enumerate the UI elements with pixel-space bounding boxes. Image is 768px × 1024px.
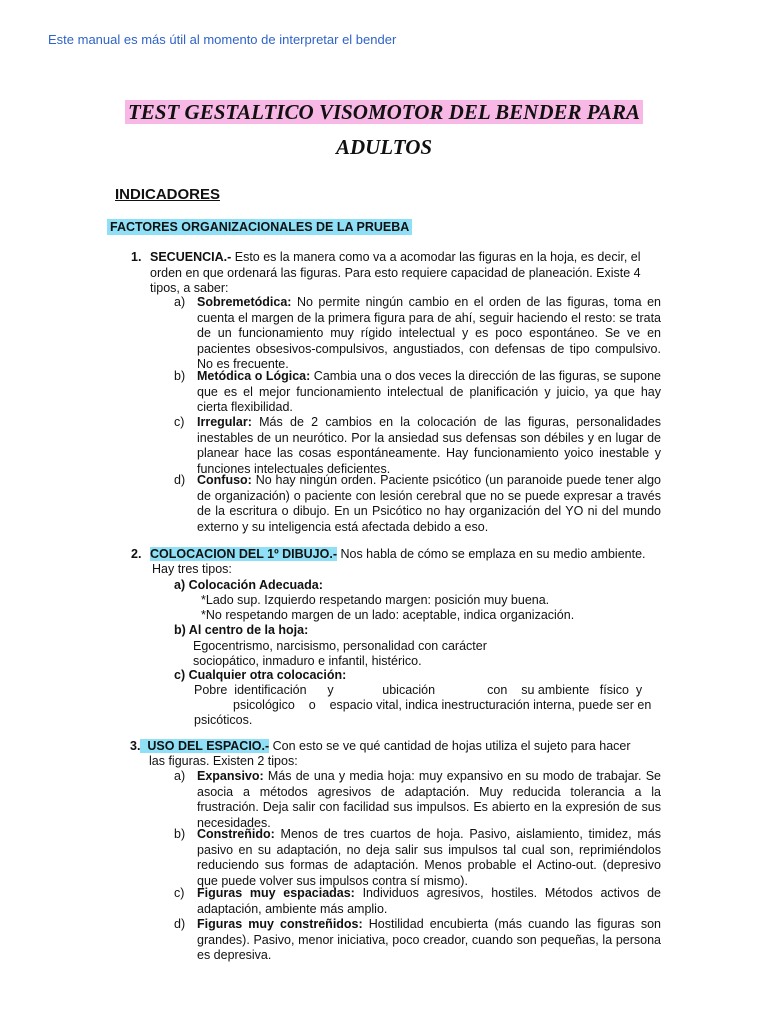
s3-intro-2: las figuras. Existen 2 tipos: [149,754,298,768]
s1-item-b-letter: b) [174,369,186,383]
s1-item-c-letter: c) [174,415,185,429]
s3-item-a-letter: a) [174,769,186,783]
s3-item-d: Figuras muy constreñidos: Hostilidad encubierta (más cuando las figuras son grandes). Pasivo, menor iniciativa, poco creador, cuando son pequeñas, la persona es depresiva. [197,917,662,962]
s2-b-heading: b) Al centro de la hoja: [174,623,309,637]
s3-intro: 3. USO DEL ESPACIO.- Con esto se ve qué cantidad de hojas utiliza el sujeto para hacer [130,739,631,753]
s3-item-d-letter: d) [174,917,186,931]
s2-a-heading: a) Colocación Adecuada: [174,578,323,592]
s2-c-line-1: Pobre identificación y ubicación con su ambiente físico y [194,683,643,697]
title-line-2: ADULTOS [335,135,433,159]
s2-intro-2: Hay tres tipos: [152,562,232,576]
s1-item-d-letter: d) [174,473,186,487]
s2-number: 2. [131,547,142,561]
s1-item-b: Metódica o Lógica: Cambia una o dos veces la dirección de las figuras, se supone que es el mejor funcionamiento intelectual de planificación y juicio, ya que hay cierta flexibilidad. [197,369,662,414]
s2-a-line-1: *Lado sup. Izquierdo respetando margen: posición muy buena. [201,593,550,607]
s2-c-line-2: psicológico o espacio vital, indica inestructuración interna, puede ser en [233,698,652,712]
section-heading-indicadores: INDICADORES [115,186,221,203]
s2-c-heading: c) Cualquier otra colocación: [174,668,347,682]
header-note: Este manual es más útil al momento de interpretar el bender [48,32,397,47]
s3-item-c: Figuras muy espaciadas: Individuos agresivos, hostiles. Métodos activos de adaptación, ambiente más amplio. [197,886,662,916]
s3-item-b: Constreñido: Menos de tres cuartos de hoja. Pasivo, aislamiento, timidez, más pasivo en su adaptación, no deja salir sus impulsos tal cual son, reprimiéndolos reduciendo sus formas de adaptación. Menos probable el Actino-out. (depresivo que puede volver sus impulsos contra sí mismo). [197,827,661,888]
s2-b-line-1: Egocentrismo, narcisismo, personalidad con carácter [193,639,487,653]
s1-item-d: Confuso: No hay ningún orden. Paciente psicótico (un paranoide puede tener algo de organización) o paciente con lesión cerebral que no se puede expresar a través de la escritura o dibujo. En un Psicótico no hay organización del YO ni del mundo externo y su inteligencia está afectada debido a eso. [197,473,661,534]
s2-intro: COLOCACION DEL 1º DIBUJO.- Nos habla de cómo se emplaza en su medio ambiente. [150,547,646,561]
s1-item-a: Sobremetódica: No permite ningún cambio en el orden de las figuras, toma en cuenta el margen de la primera figura para de ahí, seguir haciendo el resto: se trata de un funcionamiento muy rígido intelectual y es poco espontáneo. Se ve en pacientes obsesivos-compulsivos, angustiados, con defensas de tipo compulsivo. No es frecuente. [197,295,661,371]
s1-intro: SECUENCIA.- Esto es la manera como va a acomodar las figuras en la hoja, es decir, el orden en que ordenará las figuras. Para esto requiere capacidad de planeación. Existe 4 tipos, a saber: [150,250,641,295]
title-line-1: TEST GESTALTICO VISOMOTOR DEL BENDER PARA [0,100,768,125]
s3-item-b-letter: b) [174,827,186,841]
s2-c-line-3: psicóticos. [194,713,253,727]
s1-number: 1. [131,250,142,264]
s2-b-line-2: sociopático, inmaduro e infantil, histérico. [193,654,422,668]
s1-item-a-letter: a) [174,295,186,309]
s2-a-line-2: *No respetando margen de un lado: aceptable, indica organización. [201,608,575,622]
s1-item-c: Irregular: Más de 2 cambios en la colocación de las figuras, personalidades inestables de un neurótico. Por la ansiedad sus defensas son débiles y en lugar de planear hace las cosas espontáneamente. Hay funcionamiento yoico inestable y funciones intelectuales deficientes. [197,415,661,476]
s3-item-c-letter: c) [174,886,185,900]
s3-item-a: Expansivo: Más de una y media hoja: muy expansivo en su modo de trabajar. Se asocia a métodos agresivos de adaptación. Muy reducida tolerancia a la frustración. Deja salir con facilidad sus impulsos. Es abierto en la expresión de sus necesidades. [197,769,661,830]
subheading-factores: FACTORES ORGANIZACIONALES DE LA PRUEBA [107,219,412,235]
